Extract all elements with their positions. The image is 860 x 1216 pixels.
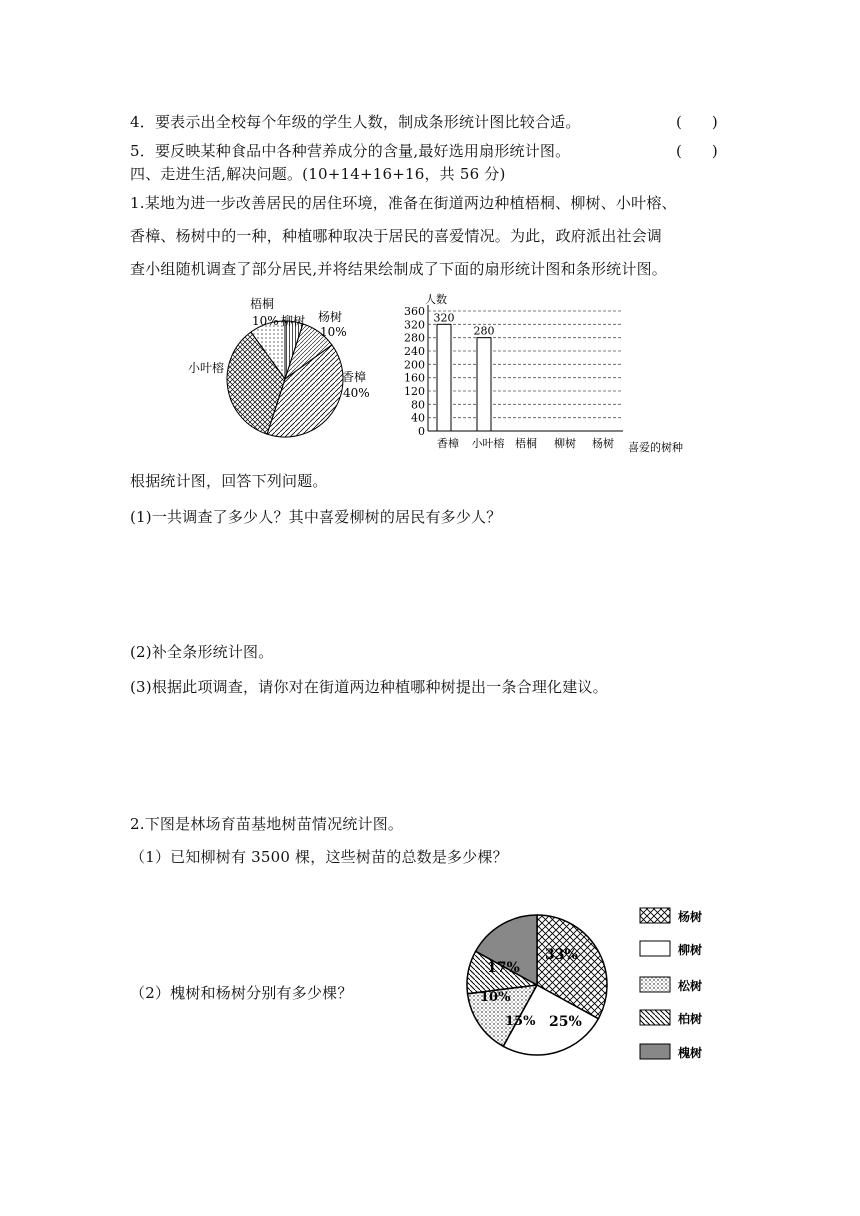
legend-swatch-baishu xyxy=(640,1010,670,1025)
bar-香樟 xyxy=(437,324,451,431)
pie1-label-wutong-pct: 10% xyxy=(252,314,279,328)
bar-ytick-label: 200 xyxy=(404,358,425,372)
problem-2-question-2: （2）槐树和杨树分别有多少棵？ xyxy=(130,984,353,1002)
problem-1-intro-3: 查小组随机调查了部分居民,并将结果绘制成了下面的扇形统计图和条形统计图。 xyxy=(130,260,667,278)
item-4-answer-paren[interactable]: ( ) xyxy=(676,113,718,131)
pie1-label-liushu: 柳树 xyxy=(281,314,306,328)
legend-swatch-yangshu xyxy=(640,908,670,923)
legend-label-liushu: 柳树 xyxy=(678,943,703,957)
pie2-pct-baishu: 10% xyxy=(480,990,511,1005)
bar-ytick-label: 40 xyxy=(411,411,425,425)
pie1-label-yangshu-pct: 10% xyxy=(320,325,347,339)
bar-xtick-label: 柳树 xyxy=(554,437,576,450)
legend-swatch-huaishu xyxy=(640,1044,670,1059)
bar-ytick-label: 0 xyxy=(418,425,425,438)
problem-1-intro-1: 1.某地为进一步改善居民的居住环境，准备在街道两边种植梧桐、柳树、小叶榕、 xyxy=(130,194,677,212)
bar-xlabel: 喜爱的树种 xyxy=(628,441,683,454)
pie1-label-wutong: 梧桐 xyxy=(250,297,275,311)
bar-xtick-label: 香樟 xyxy=(437,437,459,450)
problem-1-question-3: (3)根据此项调查，请你对在街道两边种植哪种树提出一条合理化建议。 xyxy=(130,678,608,696)
bar-ytick-label: 160 xyxy=(404,371,425,385)
legend-label-yangshu: 杨树 xyxy=(678,910,703,924)
pie1-label-xiangzhang: 香樟 xyxy=(342,370,367,384)
legend-label-songshu: 松树 xyxy=(678,979,703,993)
legend-label-huaishu: 槐树 xyxy=(678,1046,703,1060)
tree-preference-pie-chart xyxy=(180,292,390,442)
bar-xtick-label: 杨树 xyxy=(592,437,614,450)
bar-小叶榕 xyxy=(477,338,491,431)
bar-ylabel: 人数 xyxy=(425,293,447,306)
problem-2-question-1: （1）已知柳树有 3500 棵，这些树苗的总数是多少棵？ xyxy=(130,848,508,866)
item-5: 5．要反映某种食品中各种营养成分的含量,最好选用扇形统计图。 xyxy=(130,142,571,160)
pie2-pct-huaishu: 17% xyxy=(487,960,520,976)
bar-ytick-label: 280 xyxy=(404,331,425,345)
legend-swatch-songshu xyxy=(640,977,670,992)
item-4: 4．要表示出全校每个年级的学生人数，制成条形统计图比较合适。 xyxy=(130,113,581,131)
tree-preference-bar-chart xyxy=(395,289,705,457)
nursery-pie-chart xyxy=(465,895,735,1070)
pie2-pct-liushu: 25% xyxy=(549,1014,582,1030)
bar-xtick-label: 小叶榕 xyxy=(471,437,505,450)
bar-ytick-label: 360 xyxy=(404,305,425,318)
problem-1-intro-2: 香樟、杨树中的一种，种植哪种取决于居民的喜爱情况。为此，政府派出社会调 xyxy=(130,227,663,245)
legend-label-baishu: 柏树 xyxy=(678,1012,703,1026)
pie1-label-yangshu: 杨树 xyxy=(318,310,343,324)
problem-1-question-1: (1)一共调查了多少人？其中喜爱柳树的居民有多少人？ xyxy=(130,508,502,526)
item-5-answer-paren[interactable]: ( ) xyxy=(676,142,718,160)
pie2-pct-songshu: 15% xyxy=(505,1014,536,1029)
bar-value-label: 280 xyxy=(473,324,495,338)
legend-swatch-liushu xyxy=(640,941,670,956)
problem-1-after-charts: 根据统计图，回答下列问题。 xyxy=(130,472,328,490)
pie2-pct-yangshu: 33% xyxy=(545,947,578,963)
bar-ytick-label: 320 xyxy=(404,318,425,332)
bar-ytick-label: 120 xyxy=(404,385,425,398)
pie1-label-xiaoyerong: 小叶榕 xyxy=(188,361,225,375)
bar-ytick-label: 240 xyxy=(404,345,425,358)
problem-2-intro: 2.下图是林场育苗基地树苗情况统计图。 xyxy=(130,815,404,833)
bar-value-label: 320 xyxy=(433,311,455,325)
pie1-label-xiangzhang-pct: 40% xyxy=(343,386,370,400)
bar-ytick-label: 80 xyxy=(411,398,425,412)
bar-xtick-label: 梧桐 xyxy=(515,437,537,450)
problem-1-question-2: (2)补全条形统计图。 xyxy=(130,643,274,661)
section-4-title: 四、走进生活,解决问题。(10+14+16+16，共 56 分) xyxy=(130,165,506,183)
